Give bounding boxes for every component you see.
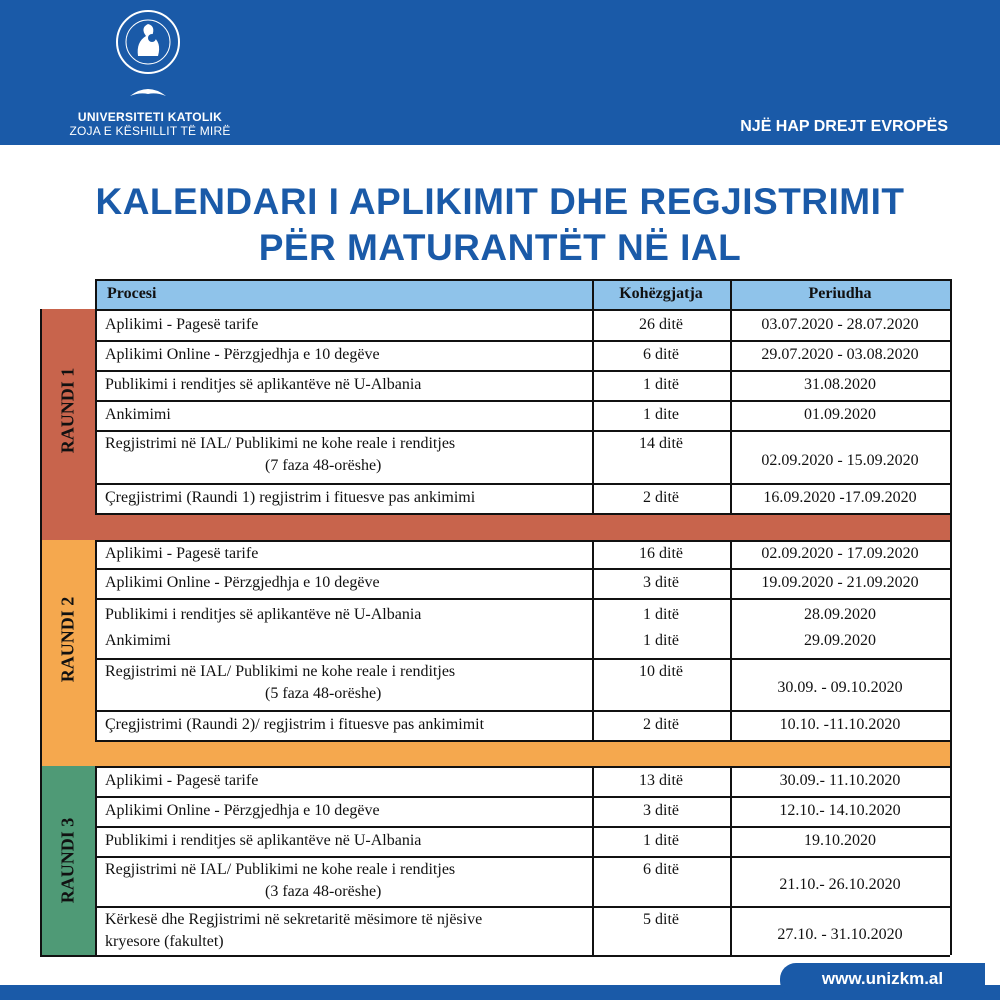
- table-row-process: Aplikimi - Pagesë tarife: [105, 315, 259, 333]
- table-row-duration: 1 ditë: [643, 376, 679, 393]
- table-row-process: Aplikimi Online - Përzgjedhja e 10 degëve: [105, 574, 380, 591]
- table-row-duration: 16 ditë: [639, 545, 683, 562]
- table-row-process-cont: (5 faza 48-orëshe): [265, 685, 382, 702]
- table-row-duration: 14 ditë: [639, 435, 683, 452]
- table-hline: [95, 740, 950, 742]
- table-row-duration: 3 ditë: [643, 802, 679, 819]
- table-row-process-cont: kryesore (fakultet): [105, 933, 224, 950]
- round-label: RAUNDI 2: [57, 596, 77, 683]
- table-row-period: 29.09.2020: [804, 632, 876, 649]
- table-hline: [40, 540, 950, 542]
- table-row-duration: 1 ditë: [643, 606, 679, 623]
- university-name: UNIVERSITETI KATOLIK: [77, 110, 223, 124]
- table-row-process: Çregjistrimi (Raundi 2)/ regjistrim i fituesve pas ankimimit: [105, 716, 485, 733]
- table-row-process: Regjistrimi në IAL/ Publikimi ne kohe reale i renditjes: [105, 663, 456, 680]
- table-row-process-cont: (3 faza 48-orëshe): [265, 883, 382, 900]
- table-row-duration: 5 ditë: [643, 911, 679, 928]
- table-row-duration: 2 ditë: [643, 489, 679, 506]
- table-hline: [40, 309, 950, 311]
- table-hline: [95, 430, 950, 432]
- table-hline: [95, 513, 950, 515]
- table-row-period: 30.09.- 11.10.2020: [779, 772, 901, 789]
- header-duration: Kohëzgjatja: [619, 285, 703, 302]
- table-row-duration: 1 dite: [643, 406, 679, 423]
- table-row-period: 02.09.2020 - 17.09.2020: [761, 545, 919, 562]
- table-row-duration: 6 ditë: [643, 346, 679, 363]
- page-title-line-1: KALENDARI I APLIKIMIT DHE REGJISTRIMIT: [95, 181, 905, 222]
- table-row-process: Regjistrimi në IAL/ Publikimi ne kohe reale i renditjes: [105, 435, 456, 452]
- table-hline: [95, 796, 950, 798]
- table-row-duration: 13 ditë: [639, 772, 683, 789]
- table-row-duration: 10 ditë: [639, 663, 683, 680]
- table-row-process: Ankimimi: [105, 406, 171, 423]
- table-row-process: Aplikimi - Pagesë tarife: [105, 772, 259, 789]
- table-hline: [95, 340, 950, 342]
- table-row-period: 01.09.2020: [804, 406, 876, 423]
- table-row-period: 21.10.- 26.10.2020: [779, 876, 901, 893]
- table-row-duration: 1 ditë: [643, 632, 679, 649]
- table-hline: [95, 370, 950, 372]
- table-hline: [95, 483, 950, 485]
- table-row-period: 29.07.2020 - 03.08.2020: [761, 346, 919, 363]
- tagline: NJË HAP DREJT EVROPËS: [740, 118, 948, 135]
- table-row-process: Aplikimi Online - Përzgjedhja e 10 degëve: [105, 802, 380, 819]
- table-row-period: 30.09. - 09.10.2020: [777, 679, 903, 696]
- table-row-duration: 1 ditë: [643, 832, 679, 849]
- table-row-period: 12.10.- 14.10.2020: [779, 802, 901, 819]
- table-row-process: Çregjistrimi (Raundi 1) regjistrim i fituesve pas ankimimi: [105, 489, 476, 506]
- round-label: RAUNDI 3: [57, 817, 77, 903]
- table-row-process: Kërkesë dhe Regjistrimi në sekretaritë mësimore të njësive: [105, 911, 483, 928]
- table-row-duration: 3 ditë: [643, 574, 679, 591]
- table-row-period: 10.10. -11.10.2020: [779, 716, 901, 733]
- header-process: Procesi: [107, 285, 157, 302]
- header-period: Periudha: [808, 285, 872, 302]
- table-row-period: 27.10. - 31.10.2020: [777, 925, 903, 943]
- table-row-period: 02.09.2020 - 15.09.2020: [761, 451, 919, 469]
- table-row-period: 03.07.2020 - 28.07.2020: [761, 315, 919, 333]
- page-title-line-2: PËR MATURANTËT NË IAL: [258, 227, 742, 268]
- table-row-period: 31.08.2020: [804, 376, 876, 393]
- table-vline: [40, 309, 42, 540]
- table-row-process: Publikimi i renditjes së aplikantëve në U-Albania: [105, 376, 422, 393]
- university-subtitle: ZOJA E KËSHILLIT TË MIRË: [69, 124, 231, 138]
- table-row-process-cont: (7 faza 48-orëshe): [265, 457, 382, 474]
- round-label: RAUNDI 1: [57, 367, 77, 454]
- table-row-period: 19.10.2020: [804, 832, 876, 849]
- round-separator: [95, 740, 950, 766]
- table-vline: [95, 279, 97, 955]
- table-row-duration: 6 ditë: [643, 861, 679, 878]
- table-row-process: Aplikimi Online - Përzgjedhja e 10 degëve: [105, 346, 380, 363]
- table-row-process: Ankimimi: [105, 632, 171, 649]
- table-row-process: Aplikimi - Pagesë tarife: [105, 545, 259, 562]
- table-row-process: Regjistrimi në IAL/ Publikimi ne kohe reale i renditjes: [105, 861, 456, 878]
- table-row-duration: 2 ditë: [643, 716, 679, 733]
- table-hline: [95, 568, 950, 570]
- table-hline: [95, 710, 950, 712]
- table-row-period: 19.09.2020 - 21.09.2020: [761, 574, 919, 591]
- table-hline: [95, 856, 950, 858]
- table-hline: [95, 400, 950, 402]
- table-vline: [40, 540, 42, 766]
- table-hline: [95, 906, 950, 908]
- table-row-period: 28.09.2020: [804, 606, 876, 623]
- table-hline: [95, 598, 950, 600]
- table-vline: [950, 279, 952, 955]
- table-row-period: 16.09.2020 -17.09.2020: [763, 489, 917, 506]
- table-hline: [40, 766, 950, 768]
- table-row-process: Publikimi i renditjes së aplikantëve në U-Albania: [105, 606, 422, 623]
- round-separator: [95, 513, 950, 540]
- table-row-duration: 26 ditë: [639, 315, 683, 333]
- table-hline: [95, 658, 950, 660]
- table-vline: [40, 766, 42, 955]
- website-link[interactable]: www.unizkm.al: [780, 963, 985, 997]
- table-hline: [95, 279, 950, 281]
- table-row-process: Publikimi i renditjes së aplikantëve në U-Albania: [105, 832, 422, 849]
- table-hline: [40, 955, 950, 957]
- table-hline: [95, 826, 950, 828]
